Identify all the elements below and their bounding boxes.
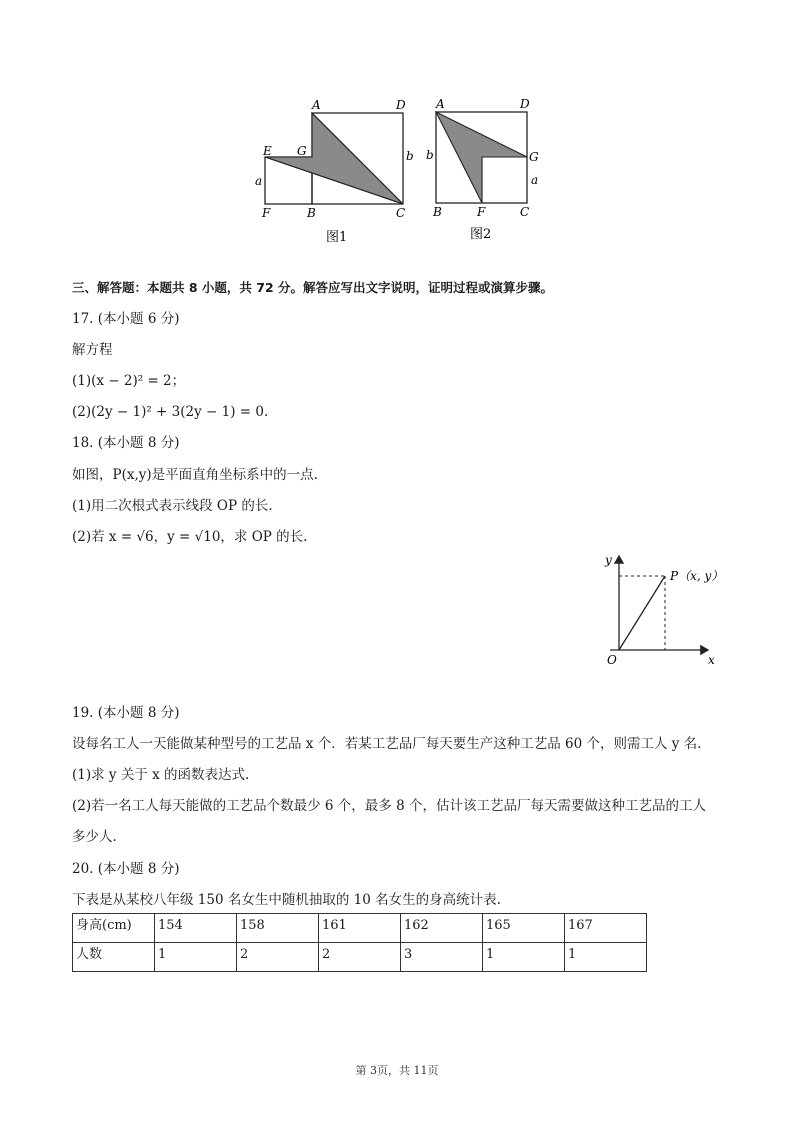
table-cell: 3 xyxy=(401,943,483,972)
fig1-label-a: a xyxy=(255,174,263,188)
q19-part2-line1: (2)若一名工人每天能做的工艺品个数最少 6 个，最多 8 个，估计该工艺品厂每天需要做这种工艺品的工人 xyxy=(72,798,706,814)
q20-header: 20. (本小题 8 分) xyxy=(72,861,180,877)
table-cell: 1 xyxy=(565,943,647,972)
table-cell: 1 xyxy=(155,943,237,972)
figure-1 xyxy=(255,98,414,245)
fig2-label-D: D xyxy=(520,97,530,111)
fig1-label-G: G xyxy=(297,144,307,158)
q18-intro: 如图，P(x,y)是平面直角坐标系中的一点. xyxy=(72,467,318,483)
graph-x-label: x xyxy=(708,653,715,667)
section-3-heading: 三、解答题：本题共 8 小题，共 72 分。解答应写出文字说明，证明过程或演算步骤。 xyxy=(72,280,554,295)
table-cell: 158 xyxy=(237,914,319,943)
q18-part2: (2)若 x = √6，y = √10，求 OP 的长. xyxy=(72,529,308,545)
fig2-caption: 图2 xyxy=(470,227,492,242)
fig1-label-b: b xyxy=(406,149,414,163)
q19-intro: 设每名工人一天能做某种型号的工艺品 x 个．若某工艺品厂每天要生产这种工艺品 60 个，则需工人 y 名. xyxy=(72,736,702,752)
q18-part1: (1)用二次根式表示线段 OP 的长. xyxy=(72,498,273,514)
table-cell: 1 xyxy=(483,943,565,972)
segment-op xyxy=(619,576,665,650)
table-cell: 154 xyxy=(155,914,237,943)
figure-2 xyxy=(426,97,539,242)
page-footer: 第 3页，共 11页 xyxy=(355,1064,439,1077)
graph-origin-label: O xyxy=(607,653,617,667)
q17-intro: 解方程 xyxy=(72,342,113,358)
table-cell: 2 xyxy=(319,943,401,972)
table-cell: 身高(cm) xyxy=(73,914,155,943)
q19-header: 19. (本小题 8 分) xyxy=(72,705,180,721)
table-row xyxy=(73,943,647,972)
fig2-label-G: G xyxy=(529,150,539,164)
fig2-label-B: B xyxy=(433,205,442,219)
figures-svg xyxy=(0,0,794,260)
q17-part1: (1)(x − 2)² = 2； xyxy=(72,373,186,389)
table-cell: 165 xyxy=(483,914,565,943)
fig1-label-A: A xyxy=(312,98,321,112)
q17-part2: (2)(2y − 1)² + 3(2y − 1) = 0. xyxy=(72,404,269,420)
fig2-label-C: C xyxy=(520,205,530,219)
fig1-label-B: B xyxy=(307,206,316,220)
height-stat-table xyxy=(72,913,647,972)
table-cell: 162 xyxy=(401,914,483,943)
table-cell: 167 xyxy=(565,914,647,943)
fig1-label-C: C xyxy=(396,206,406,220)
q17-header: 17. (本小题 6 分) xyxy=(72,311,180,327)
q18-coordinate-graph xyxy=(590,548,730,674)
fig1-caption: 图1 xyxy=(326,230,348,245)
q20-intro: 下表是从某校八年级 150 名女生中随机抽取的 10 名女生的身高统计表. xyxy=(72,892,501,908)
table-cell: 2 xyxy=(237,943,319,972)
fig2-label-a: a xyxy=(531,173,539,187)
graph-y-label: y xyxy=(605,553,612,567)
fig2-label-F: F xyxy=(477,205,486,219)
q19-part1: (1)求 y 关于 x 的函数表达式. xyxy=(72,767,250,783)
table-row xyxy=(73,914,647,943)
q18-header: 18. (本小题 8 分) xyxy=(72,435,180,451)
table-cell: 161 xyxy=(319,914,401,943)
fig2-label-A: A xyxy=(436,97,445,111)
fig1-label-D: D xyxy=(396,98,406,112)
graph-point-label: P（x, y） xyxy=(670,569,724,583)
q19-part2-line2: 多少人. xyxy=(72,829,117,845)
table-cell: 人数 xyxy=(73,943,155,972)
fig2-label-b: b xyxy=(426,148,434,162)
fig1-label-F: F xyxy=(262,206,271,220)
fig1-label-E: E xyxy=(263,144,272,158)
